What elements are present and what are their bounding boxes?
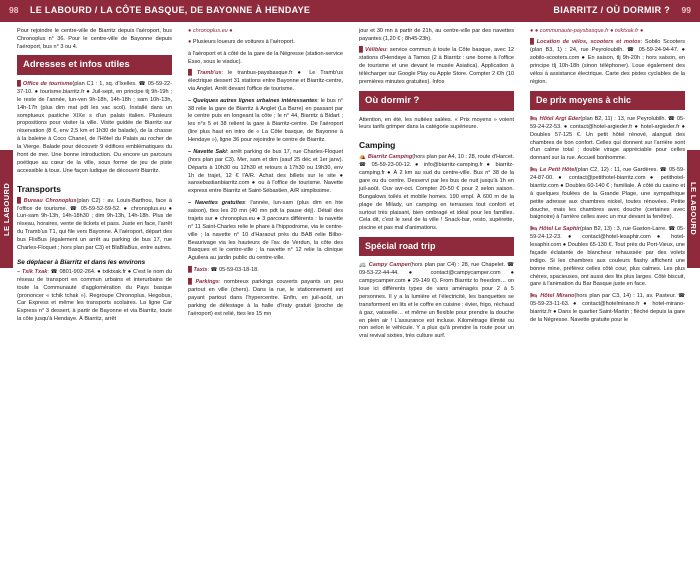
col3-para-1: jour et 30 mn à partir de 21h, au centre-ville par des navettes payantes (1,20 € ; 8h45-23h).: [359, 28, 514, 42]
bullet-icon: –: [17, 268, 22, 275]
entry-hotel-le-saphir: 🛏 Hôtel Le Saphir(plan B2, 13) : 3, rue Gaston-Larre. ☎ 05-59-24-12-23. ● contact@hotel-lesaphir.com ● hotel-lesaphir.com ● Doubles 65-130 €. Tout près du Port-Vieux, une façade éclatante de blancheur rehaussée par des volets indigo. Si les chambres aux couleurs flashy affichent une bonne mine, préférez celles côté cour, plus calmes. Les plus chères, spacieuses, ont aussi des lits plus larges. Côté biscuit, gare à l'animation du Bar Basque juste en face.: [530, 226, 685, 288]
entry-parkings: █ Parkings: nombreux parkings couverts payants un peu partout en ville (chers). Dans la rue, le stationnement est payant partout dans l'hypercentre. Enfin, en juil-août, un parking de délestage à la halle d'Iraty gratuit (proche de l'aéroport) est relié, ttes les 15 mn: [188, 279, 343, 317]
section-heading-ou-dormir: Où dormir ?: [359, 91, 514, 111]
bed-icon: 🛏: [530, 115, 540, 122]
bullet-icon: ●: [188, 39, 193, 46]
section-heading-adresses: Adresses et infos utiles: [17, 55, 172, 75]
bullet-icon: █: [188, 279, 196, 285]
header-title-right: BIARRITZ / OÙ DORMIR ?: [553, 5, 670, 15]
bullet-icon: █: [17, 197, 24, 204]
van-icon: 🚐: [359, 262, 369, 269]
subheading-camping: Camping: [359, 140, 396, 151]
entry-navette-saki: – Navette Saki: arrêt parking de bus 17, rue Charles-Floquet (hors plan par C3). Mer, sam et dim (sauf 25 déc et 1er janv). Départs à 10h30 ou 12h30 et retours à 17h30 ou 19h30, env 1h de trajet, 12 € l'A/R. Achat des billets sur le site ● sansebastianbiarritz.com ● ou à l'office de tourisme. Navette express entre Biarritz et Saint-Sébastien, A/R simplissime.: [188, 148, 343, 195]
col2-loueurs: ● Plusieurs loueurs de voitures à l'aéroport.: [188, 39, 295, 46]
subheading-transports: Transports: [17, 183, 61, 194]
column-4: [530, 28, 685, 576]
col1-intro: Pour rejoindre le centre-ville de Biarritz depuis l'aéroport, bus Chronoplus n° 36. Pour le centre-ville de Bayonne depuis l'aéroport, bus n° 3 ou 4.: [17, 28, 172, 50]
entry-hotel-mirano: 🛏 Hôtel Mirano(hors plan par C3, 14) : 11, av. Pasteur. ☎ 05-59-23-11-63. ● contact@hotelmirano.fr ● hotel-mirano-biarritz.fr ● Dans le quartier Saint-Martin ; fléché depuis la gare de la Négresse. Navette gratuite pour le: [530, 293, 686, 323]
entry-le-petit-hotel: 🛏 Le Petit Hôtel(plan C2, 12) : 11, rue Gardères. ☎ 05-59-24-87-00. ● contact@petithotel-biarritz.com ● petithotel-biarritz.com ● Doubles 60-140 € ; familiale. À côté du casino et à quelques foulées de la Grande Plage, une sympathique petite adresse aux chambres nickel, toutes rénovées. Petite douche, mais les chambres avec douche (certaines avec baignoire) à l'arrière celles avec un mur devant la fenêtre).: [530, 167, 685, 221]
col3-dormir-note: Attention, en été, les nuitées salées. « Prix moyens » voient leurs tarifs grimper dans la catégorie supérieure.: [359, 116, 514, 131]
bed-icon: 🛏: [530, 167, 540, 174]
entry-trambus: █ Tramb'us: le tranbus-paysbasque.fr ● Le Tramb'us électrique dessert 31 stations entre Bayonne et Biarritz-centre, via Anglet. Arrêt devant l'office de tourisme.: [188, 70, 343, 92]
folio-right: 99: [681, 5, 691, 15]
col4-links: ● ● communaute-paysbasque.fr ● txiktxak.fr ●: [530, 28, 644, 34]
entry-navettes-gratuites: – Navettes gratuites: l'année, lun-sam (plus dim en hte saison), ttes les 20 mn (40 mn pdt la pause déj). Détail des trajets sur ● chronoplus.eu ● 3 parcours différents : la navette n° 11 Saint-Charles relie le phare à l'hippodrome, via le centre-ville ; la navette n° 10 d'Haraout près du BAB relie Bilbo-Beaurivage via les hauteurs de l'av. de Verdun, la côte des Basques et le centre-ville ; la navette n° 12 relie la clinique Aguilera au jardin public du centre-ville.: [188, 200, 343, 262]
entry-lignes-urbaines: – Quelques autres lignes urbaines intéressantes: le bus n° 38 relie la gare de Biarritz à Anglet (La Barre) en passant par le centre puis en longeant la côte ; le n° 44, Biarritz à Bidart ; les n°s 5 et 38 relient la gare à Biarritz-centre. De l'aéroport (lire plus haut en intro de « La Côte basque, de Bayonne à Hendaye »), ligne 36 pour rejoindre le centre de Biarritz.: [188, 97, 343, 143]
entry-biarritz-camping: ⛺ Biarritz Camping(hors plan par A4, 10 : 28, route d'Harcet. ☎ 05-59-23-00-12. ● info@biarritz-camping.fr ● biarritz-camping.fr ● À 2 km au sud du centre-ville. Bus n° 38 de la gare ou du centre. Desservi par les bus de nuit jusqu'à 1h en juil-août. Ouv avr-oct. Compter 20-50 € pour 2 selon saison. Bungalows toilés et mobile homes. 190 empl. À 600 m de la plage de Milady, un camping en terrasses tout confort et surtout très plaisant, bien ombragé et idéal pour les familles. Cela dit, c'est le seul de la ville ! Snack-bar, resto, supérette, piscine et pas mal d'animations.: [359, 154, 514, 232]
tent-icon: ⛺: [359, 154, 368, 161]
entry-hotel-argi-eder: 🛏 Hôtel Argi Eder(plan B2, 11) : 13, rue Peyrolubilh. ☎ 05-59-24-22-53. ● contact@hotel-argieder.fr ● hotel-argieder.fr ● Doubles 57-125 €. Un petit hôtel rénové, alanguit des chambres de bon confort. Celles qui donnent sur l'arrière sont d'un calme total ; double virage appréciable pour celles donnant sur la rue. Accueil bonhomme.: [530, 115, 685, 162]
bullet-icon: █: [188, 70, 197, 76]
side-tab-left: LE LABOURD: [0, 150, 13, 268]
entry-txiktxak: – Txik Txak: ☎ 0801-902-264. ● txiktxak.fr ● C'est le nom du réseau de transport en commun urbains et interurbains de toute la Communauté d'agglomération du Pays basque (prononcer « tchik tchak »). Regroupe Chronoplus, Hegobus, Car Express et même les transports scolaires. La ligne Car Express n° 3 dessert, à partir de Bayonne et via Biarritz, toute la côte jusqu'à Hendaye. À Biarritz, arrêt: [17, 268, 172, 323]
entry-campy-camper: 🚐 Campy Camper(hors plan par C4) : 28, rue Chapelet. ☎ 09-53-22-44-44. ● contact@campycamper.com ● campycamper.com ● 29-149 €). From Biarritz to freedom… on loue ici différents types de vans aménagés pour 2 à 5 personnes. Il y a la lumière et l'électricité, les banquettes se transforment en lits et le coffre en cuisine : évier, frigo, réchaud à gaz, vaisselle… et même un flexible pour prendre la douche en plein air ! L'assurance est incluse. Kilométrage illimité ou non selon le véhicule. Y a plus qu'à prendre la route pour un vrai revival sixties, très culture surf.: [359, 262, 514, 340]
bullet-icon: █: [17, 81, 23, 88]
column-3: [359, 28, 514, 576]
column-1: [17, 28, 172, 576]
col2-para-1: à l'aéroport et à côté de la gare de la Négresse (station-service Esso, sous le viaduc).: [188, 50, 343, 65]
bullet-icon: █: [359, 47, 365, 54]
entry-location-velos: █ Location de vélos, scooters et motos: Sobilo Scooters (plan B3, 1) : 24, rue Peyroloubilh. ☎ 05-59-24-94-47. ● sobilo-scooters.com ● En saison, tlj 9h-20h ; hors saison, en principe tlj 10h-18h (sinon téléphoner). Loue également des vélos à assistance électrique. Carte des pistes cyclables de la région.: [530, 39, 685, 85]
entry-velibleu: █ Vélibleu: service commun à toute la Côte basque, avec 12 stations d'Hendaye à Tarnos (2 à Biarritz : une borne à l'office de tourisme et une devant le musée Asiatica). Application à télécharger sur Google Play ou Apple Store. Compter 2 €/h (10 premières minutes gratuites). Infos: [359, 47, 514, 85]
bed-icon: 🛏: [530, 293, 541, 300]
column-2: [188, 28, 343, 576]
text-columns: [17, 28, 685, 576]
side-tab-right: LE LABOURD: [687, 150, 700, 268]
bullet-icon: █: [188, 267, 194, 274]
col2-link-chronoplus: ● chronoplus.eu ●: [188, 28, 233, 34]
bullet-icon: ●: [530, 28, 535, 34]
bullet-icon: █: [530, 39, 537, 46]
entry-taxis: █ Taxis: ☎ 05-59-03-18-18.: [188, 267, 259, 274]
header-title-left: LE LABOURD / LA CÔTE BASQUE, DE BAYONNE À HENDAYE: [30, 5, 311, 15]
entry-chronoplus: █ Bureau Chronoplus(plan C2) : av. Louis-Barthou, face à l'office de tourisme. ☎ 05-59-52-59-52. ● chronoplus.eu ● Lun-sam 9h-13h, 14h-18h30 ; dim 9h-13h, 14h-18h. Plus de réseau, horaires, vente de tickets et pass. Juste en face, l'arrêt du Tramb'us T1, qui file vers Bayonne. À l'aéroport, départ des bus FlixBus (également un arrêt au parking de bus 17, rue Charles-Floquet ; hors plan par C3) et BlaBlaBus, entre autres.: [17, 197, 172, 251]
page-header: [0, 0, 700, 22]
section-heading-road-trip: Spécial road trip: [359, 237, 514, 256]
entry-office-tourisme: █ Office de tourisme(plan C1 : 1, sq. d'Ixelles. ☎ 05-59-22-37-10. ● tourisme.biarritz.fr ● Juil-sept, en principe tlj 9h-19h ; le reste de l'année, lun-ven 9h-18h, 14h-18h ; sam 10h-13h, 14h-17h (plus dim mat pdt les vac scol). Installé dans un somptueux pastiche XIXe s d'un palais italien. Plusieurs propositions pour visiter la ville. Visite guidée de Biarritz sur réservation (8 €, env 2,5 km et 1h30 de balade), de la chasse à la baleine à Coco Chanel, de l'Hôtel du Palais au rocher de la Vierge. Balade pour découvrir 9 édifices emblématiques du front de mer. Une bonne introduction. Ou encore un parcours poétique au cœur de la ville, sous forme de jeu de piste accessible à tous. Une façon ludique de découvrir Biarritz.: [17, 81, 172, 174]
section-heading-prix-moyens: De prix moyens à chic: [530, 91, 685, 110]
subheading-se-deplacer: Se déplacer à Biarritz et dans les environs: [17, 258, 146, 266]
bed-icon: 🛏: [530, 226, 540, 233]
folio-left: 98: [9, 5, 19, 15]
